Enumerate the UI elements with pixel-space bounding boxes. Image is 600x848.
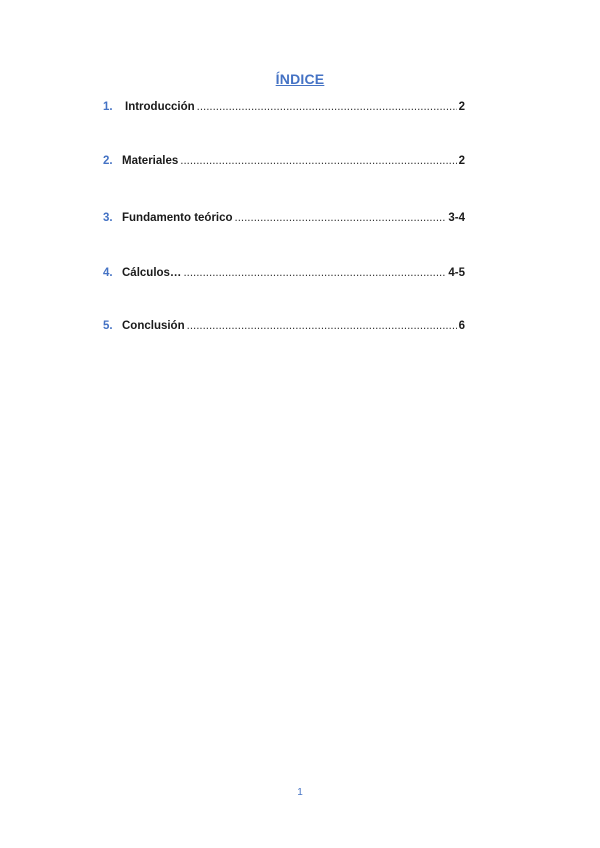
toc-entry-label: Conclusión <box>122 320 185 332</box>
toc-entry-page: 6 <box>458 320 465 332</box>
toc-entry-number: 1. <box>103 101 113 113</box>
toc-entry-fundamento-teorico <box>103 212 465 228</box>
toc-entry-label: Materiales <box>122 155 179 167</box>
index-title: ÍNDICE <box>275 71 325 87</box>
toc-entry-calculos <box>103 267 465 283</box>
toc-entry-page: 2 <box>458 155 465 167</box>
toc-dot-leader <box>197 101 457 113</box>
toc-entry-number: 5. <box>103 320 113 332</box>
toc-dot-leader <box>180 155 456 167</box>
toc-dot-leader <box>235 212 447 224</box>
toc-entry-label: Introducción <box>125 101 195 113</box>
toc-dot-leader <box>187 320 457 332</box>
toc-entry-page: 4-5 <box>448 267 465 279</box>
toc-entry-number: 3. <box>103 212 113 224</box>
toc-entry-conclusion <box>103 320 465 336</box>
page-number: 1 <box>297 787 303 798</box>
toc-dot-leader <box>183 267 446 279</box>
toc-entry-page: 2 <box>458 101 465 113</box>
toc-entry-materiales <box>103 155 465 171</box>
toc-entry-label: Fundamento teórico <box>122 212 233 224</box>
toc-entry-page: 3-4 <box>448 212 465 224</box>
toc-entry-number: 2. <box>103 155 113 167</box>
toc-entry-label: Cálculos… <box>122 267 182 279</box>
toc-entry-introduccion <box>103 101 465 117</box>
toc-entry-number: 4. <box>103 267 113 279</box>
